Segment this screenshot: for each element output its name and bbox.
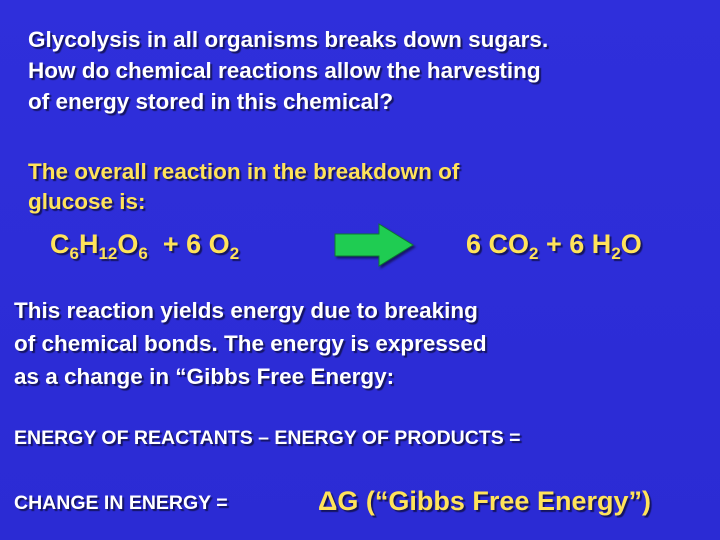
change-in-energy-label: CHANGE IN ENERGY = bbox=[14, 492, 228, 514]
yield-line: This reaction yields energy due to breaking bbox=[14, 298, 478, 323]
glucose-carbon: C bbox=[50, 229, 70, 259]
water-oxygen: O bbox=[620, 229, 642, 259]
reaction-arrow-icon bbox=[333, 222, 415, 268]
yield-paragraph bbox=[14, 294, 487, 393]
glucose-formula bbox=[50, 229, 148, 263]
overall-line: glucose is: bbox=[28, 189, 146, 214]
intro-line: Glycolysis in all organisms breaks down sugars. bbox=[28, 27, 549, 52]
yield-line: of chemical bonds. The energy is expressed bbox=[14, 331, 487, 356]
oxygen-text: + 6 O bbox=[162, 229, 230, 259]
overall-line: The overall reaction in the breakdown of bbox=[28, 159, 460, 184]
energy-difference-line: ENERGY OF REACTANTS – ENERGY OF PRODUCTS = bbox=[14, 427, 521, 449]
glucose-oxygen-count: 6 bbox=[138, 244, 148, 263]
water-hydrogen-count: 2 bbox=[611, 244, 621, 263]
oxygen-term bbox=[162, 229, 240, 263]
equation-reactants bbox=[50, 227, 239, 261]
glucose-hydrogen: H bbox=[78, 229, 99, 259]
co2-text: 6 CO bbox=[466, 229, 530, 259]
co2-count: 2 bbox=[529, 244, 539, 263]
equation-products bbox=[466, 227, 642, 261]
oxygen-count: 2 bbox=[229, 244, 240, 263]
yield-line: as a change in “Gibbs Free Energy: bbox=[14, 364, 395, 389]
co2-term bbox=[466, 229, 539, 263]
glucose-oxygen: O bbox=[117, 229, 139, 259]
delta-g-label: ΔG (“Gibbs Free Energy”) bbox=[318, 486, 651, 516]
water-text: + 6 H bbox=[546, 229, 612, 259]
intro-line: How do chemical reactions allow the harvesting bbox=[28, 58, 541, 83]
glucose-carbon-count: 6 bbox=[69, 244, 79, 263]
intro-paragraph bbox=[28, 24, 548, 117]
water-term bbox=[546, 229, 642, 263]
overall-reaction-paragraph bbox=[28, 157, 459, 217]
intro-line: of energy stored in this chemical? bbox=[28, 89, 394, 114]
glucose-hydrogen-count: 12 bbox=[98, 244, 118, 263]
